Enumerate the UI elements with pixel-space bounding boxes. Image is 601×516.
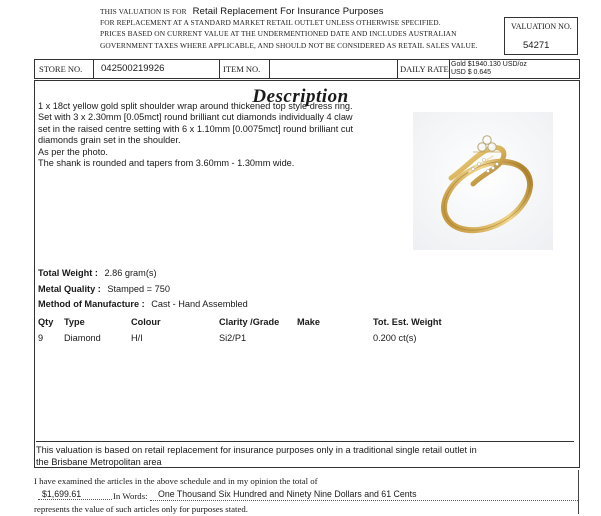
disclaimer-line-3: PRICES BASED ON CURRENT VALUE AT THE UNDERMENTIONED DATE AND INCLUDES AUSTRALIAN: [100, 29, 457, 39]
item-no-label: ITEM NO.: [223, 64, 261, 74]
store-info-row: [34, 59, 580, 79]
description-line: diamonds grain set in the shoulder.: [38, 135, 181, 146]
store-no-value-cell: [93, 60, 220, 78]
item-no-value-cell: [269, 60, 398, 78]
col-header-qty: Qty: [38, 317, 54, 327]
words-dotted-line: [150, 500, 578, 501]
ring-image: [413, 112, 553, 250]
gold-rate: Gold $1940.130 USD/oz: [451, 61, 527, 68]
valuation-note: [36, 441, 574, 468]
usd-rate: USD $ 0.645: [451, 69, 492, 76]
metal-quality-label: Metal Quality :: [38, 284, 101, 294]
method-of-manufacture: [38, 299, 248, 309]
table-cell-clarity: Si2/P1: [219, 333, 247, 343]
ring-photo: [413, 112, 553, 250]
disclaimer-line-2: FOR REPLACEMENT AT A STANDARD MARKET RETAIL OUTLET UNLESS OTHERWISE SPECIFIED.: [100, 18, 441, 28]
table-cell-colour: H/I: [131, 333, 143, 343]
col-header-weight: Tot. Est. Weight: [373, 317, 442, 327]
valuation-disclaimer: [100, 6, 500, 51]
store-no-value: 042500219926: [101, 63, 165, 74]
disclaimer-prefix: THIS VALUATION IS FOR: [100, 7, 187, 16]
description-line: 1 x 18ct yellow gold split shoulder wrap around thickened top style dress ring.: [38, 101, 353, 111]
metal-quality-value: Stamped = 750: [107, 284, 170, 294]
store-no-label: STORE NO.: [39, 64, 83, 74]
note-line-1: This valuation is based on retail replacement for insurance purposes only in a traditional single retail outlet in: [36, 445, 477, 455]
description-line: set in the raised centre setting with 6 x 1.10mm [0.0075mct] round brilliant cut: [38, 123, 354, 134]
daily-rate-cell: [397, 60, 450, 78]
description-line: As per the photo.: [38, 146, 108, 157]
total-weight: [38, 268, 157, 278]
total-weight-value: 2.86 gram(s): [104, 268, 157, 278]
description-line: The shank is rounded and tapers from 3.60mm - 1.30mm wide.: [38, 158, 295, 169]
footer-amount: $1,699.61: [42, 489, 82, 499]
valuation-number-box: [504, 17, 578, 55]
item-no-cell: [219, 60, 270, 78]
col-header-clarity: Clarity /Grade: [219, 317, 280, 327]
metal-quality: [38, 284, 170, 294]
valuation-purpose: Retail Replacement For Insurance Purposes: [192, 6, 384, 17]
footer-purpose-statement: represents the value of such articles only for purposes stated.: [34, 504, 248, 514]
table-cell-type: Diamond: [64, 333, 101, 343]
disclaimer-line-4: GOVERNMENT TAXES WHERE APPLICABLE, AND SHOULD NOT BE CONSIDERED AS RETAIL SALES VALUE.: [100, 40, 478, 50]
daily-rate-label: DAILY RATE: [400, 64, 449, 74]
col-header-colour: Colour: [131, 317, 161, 327]
valuation-number: 54271: [523, 40, 550, 51]
description-heading: Description: [252, 86, 349, 107]
method-value: Cast - Hand Assembled: [151, 299, 248, 309]
footer-statement: I have examined the articles in the above schedule and in my opinion the total of: [34, 476, 318, 486]
total-weight-label: Total Weight :: [38, 268, 98, 278]
amount-dotted-line: [38, 499, 112, 500]
table-cell-weight: 0.200 ct(s): [373, 333, 417, 343]
col-header-make: Make: [297, 317, 320, 327]
amount-in-words: One Thousand Six Hundred and Ninety Nine Dollars and 61 Cents: [158, 489, 417, 499]
valuation-number-label: VALUATION NO.: [511, 22, 572, 31]
footer-right-border: [578, 470, 579, 514]
in-words-label: In Words:: [113, 491, 148, 501]
note-line-2: the Brisbane Metropolitan area: [36, 456, 162, 467]
col-header-type: Type: [64, 317, 85, 327]
description-line: Set with 3 x 2.30mm [0.05mct] round brilliant cut diamonds individually 4 claw: [38, 112, 353, 123]
store-no-cell: [35, 60, 94, 78]
table-cell-qty: 9: [38, 333, 44, 343]
method-label: Method of Manufacture :: [38, 299, 145, 309]
description-text: [38, 101, 418, 169]
